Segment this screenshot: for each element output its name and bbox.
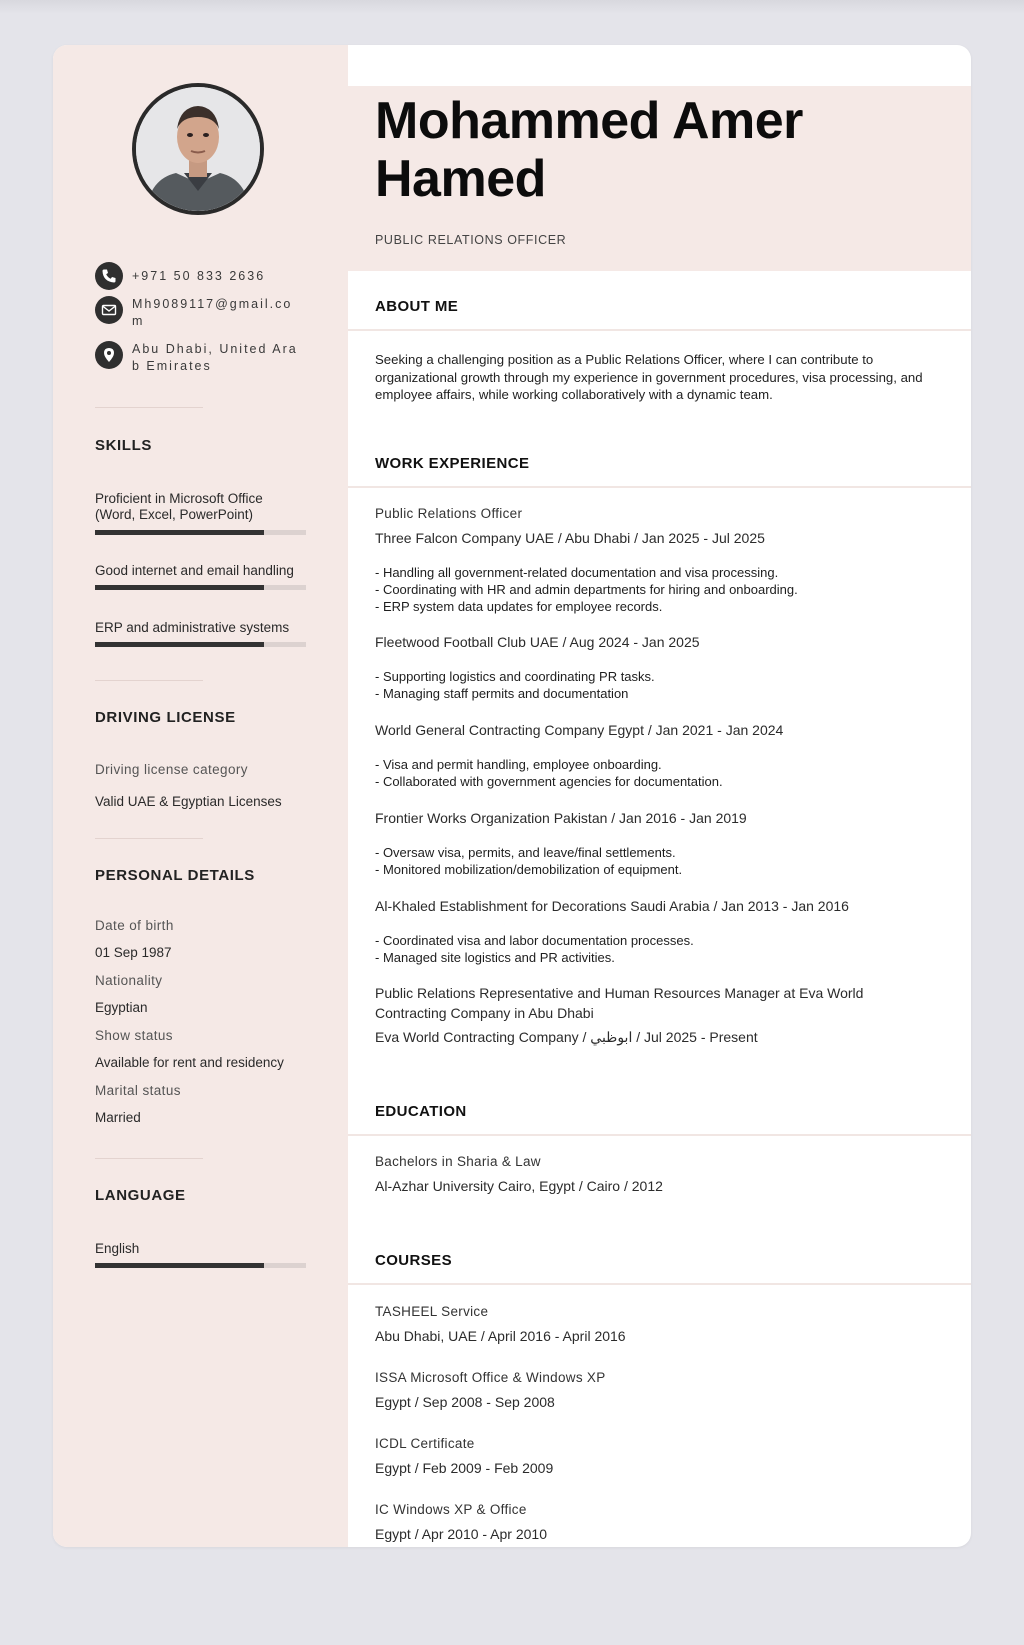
personal-details-heading: PERSONAL DETAILS [95, 867, 255, 884]
skill-label: Good internet and email handling [95, 563, 294, 578]
driving-category-value: Valid UAE & Egyptian Licenses [95, 794, 282, 809]
course-detail: Egypt / Apr 2010 - Apr 2010 [375, 1526, 548, 1542]
driving-category-label: Driving license category [95, 762, 248, 777]
profile-photo [132, 83, 264, 215]
job-bullet: - Supporting logistics and coordinating PR tasks. [375, 669, 655, 684]
job-bullet: - Managing staff permits and documentation [375, 686, 629, 701]
location-pin-icon [95, 341, 123, 369]
personal-label-status: Show status [95, 1028, 173, 1043]
resume-card [53, 45, 971, 1547]
resume-main [348, 45, 971, 1547]
resume-sidebar [53, 45, 348, 1547]
job-bullet: - Handling all government-related documentation and visa processing. [375, 565, 779, 580]
job-bullet: - ERP system data updates for employee records. [375, 599, 663, 614]
course-name: ISSA Microsoft Office & Windows XP [375, 1370, 606, 1385]
contact-location [95, 341, 315, 377]
job-company: World General Contracting Company Egypt / Jan 2021 - Jan 2024 [375, 722, 784, 738]
job-company: Frontier Works Organization Pakistan / Jan 2016 - Jan 2019 [375, 810, 747, 826]
email-address: Mh9089117@gmail.com [132, 297, 293, 328]
location-text: Abu Dhabi, United Arab Emirates [132, 342, 298, 373]
skill-item [95, 563, 306, 579]
profile-photo-illustration [136, 87, 260, 211]
job-bullet: - Monitored mobilization/demobilization of equipment. [375, 862, 683, 877]
course-detail: Abu Dhabi, UAE / April 2016 - April 2016 [375, 1328, 626, 1344]
section-divider [348, 486, 971, 488]
course-name: ICDL Certificate [375, 1436, 475, 1451]
education-degree: Bachelors in Sharia & Law [375, 1154, 541, 1169]
job-title: PUBLIC RELATIONS OFFICER [375, 233, 567, 247]
skill-label: ERP and administrative systems [95, 620, 290, 635]
personal-label-marital: Marital status [95, 1083, 181, 1098]
job-bullet: - Managed site logistics and PR activities. [375, 950, 615, 965]
sidebar-divider [95, 407, 203, 408]
skill-label: Proficient in Microsoft Office (Word, Excel, PowerPoint) [95, 491, 263, 522]
course-name: TASHEEL Service [375, 1304, 489, 1319]
skill-level-bar [95, 585, 306, 590]
top-shadow-bar [0, 0, 1024, 14]
course-detail: Egypt / Sep 2008 - Sep 2008 [375, 1394, 555, 1410]
job-company: Eva World Contracting Company / ابوظبي / Jul 2025 - Present [375, 1029, 758, 1045]
job-bullet: - Oversaw visa, permits, and leave/final settlements. [375, 845, 676, 860]
contact-phone[interactable] [95, 262, 315, 290]
sidebar-divider [95, 838, 203, 839]
courses-heading: COURSES [375, 1252, 452, 1269]
skill-level-fill [95, 530, 264, 535]
contact-email[interactable] [95, 296, 315, 332]
mail-icon [95, 296, 123, 324]
skill-item [95, 491, 306, 523]
job-role: Public Relations Representative and Human Resources Manager at Eva World Contracting Company in Abu Dhabi [375, 985, 864, 1021]
job-role: Public Relations Officer [375, 506, 523, 521]
skill-item [95, 620, 306, 636]
course-detail: Egypt / Feb 2009 - Feb 2009 [375, 1460, 554, 1476]
personal-label-dob: Date of birth [95, 918, 174, 933]
education-school: Al-Azhar University Cairo, Egypt / Cairo / 2012 [375, 1178, 663, 1194]
personal-label-nationality: Nationality [95, 973, 163, 988]
sidebar-divider [95, 680, 203, 681]
personal-value-dob: 01 Sep 1987 [95, 945, 172, 960]
skill-level-bar [95, 642, 306, 647]
section-divider [348, 329, 971, 331]
personal-value-status: Available for rent and residency [95, 1055, 284, 1070]
person-name-line2: Hamed [375, 150, 546, 208]
skill-level-bar [95, 530, 306, 535]
section-divider [348, 1134, 971, 1136]
personal-value-nationality: Egyptian [95, 1000, 148, 1015]
language-heading: LANGUAGE [95, 1187, 186, 1204]
personal-value-marital: Married [95, 1110, 141, 1125]
job-bullet: - Coordinated visa and labor documentation processes. [375, 933, 694, 948]
job-bullet: - Visa and permit handling, employee onboarding. [375, 757, 662, 772]
phone-icon [95, 262, 123, 290]
skill-level-fill [95, 585, 264, 590]
about-text: Seeking a challenging position as a Public Relations Officer, where I can contribute to organizational growth through my experience in government procedures, visa processing, and employee affairs, while working collaboratively with a dynamic team. [375, 352, 923, 402]
course-name: IC Windows XP & Office [375, 1502, 527, 1517]
phone-number: +971 50 833 2636 [132, 269, 266, 283]
job-bullet: - Collaborated with government agencies for documentation. [375, 774, 723, 789]
about-heading: ABOUT ME [375, 298, 459, 315]
language-level-fill [95, 1263, 264, 1268]
section-divider [348, 1283, 971, 1285]
language-level-bar [95, 1263, 306, 1268]
skill-level-fill [95, 642, 264, 647]
job-company: Fleetwood Football Club UAE / Aug 2024 - Jan 2025 [375, 634, 700, 650]
work-experience-heading: WORK EXPERIENCE [375, 455, 530, 472]
job-company: Three Falcon Company UAE / Abu Dhabi / Jan 2025 - Jul 2025 [375, 530, 765, 546]
person-name-line1: Mohammed Amer [375, 92, 803, 150]
language-label: English [95, 1241, 140, 1256]
education-heading: EDUCATION [375, 1103, 467, 1120]
driving-license-heading: DRIVING LICENSE [95, 709, 236, 726]
job-company: Al-Khaled Establishment for Decorations Saudi Arabia / Jan 2013 - Jan 2016 [375, 898, 849, 914]
sidebar-divider [95, 1158, 203, 1159]
language-item [95, 1241, 306, 1257]
skills-heading: SKILLS [95, 437, 152, 454]
job-bullet: - Coordinating with HR and admin departments for hiring and onboarding. [375, 582, 798, 597]
